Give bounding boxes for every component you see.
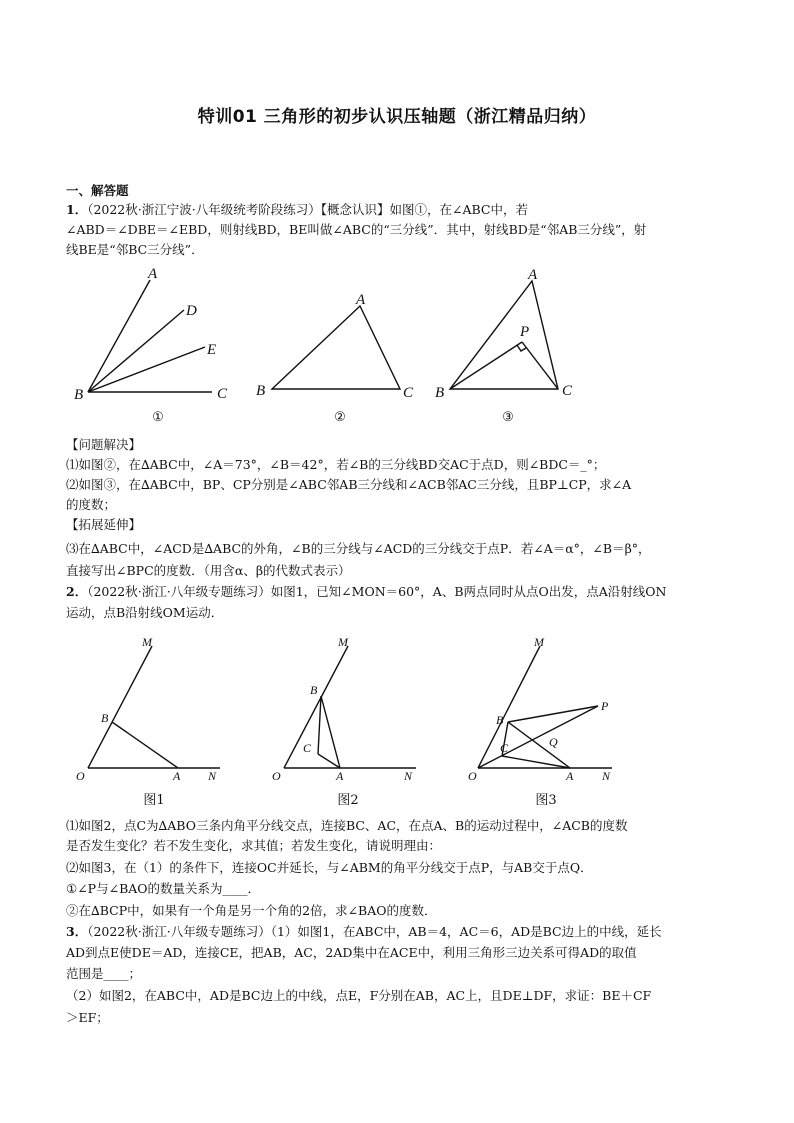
section-heading: 一、解答题 (66, 183, 129, 198)
q3-line4: （2）如图2，在ABC中，AD是BC边上的中线，点E，F分别在AB，AC上，且DE⊥DF，求证：BE＋CF (66, 988, 652, 1003)
q1-part1: ⑴如图②，在∆ABC中，∠A＝73°，∠B＝42°，若∠B的三分线BD交AC于点D，则∠BDC＝_°； (66, 457, 606, 472)
triangle-abc (450, 281, 558, 389)
triangle-abc (272, 306, 400, 389)
ray-om (478, 646, 540, 768)
q1-line2: ∠ABD＝∠DBE＝∠EBD，则射线BD，BE叫做∠ABC的“三分线”．其中，射线BD是“邻AB三分线”，射 (66, 222, 647, 237)
q1-line1: 【概念认识】如图①，在∠ABC中，若 (320, 202, 528, 217)
q3-line3: 范围是____； (66, 966, 142, 981)
q2-figures (60, 628, 740, 798)
label-m: M (142, 635, 152, 649)
q2-part2: ⑵如图3，在（1）的条件下，连接OC并延长，与∠ABM的角平分线交于点P，与AB交于点Q． (66, 860, 593, 875)
q3-source: （2022秋·浙江·八年级专题练习） (87, 924, 271, 939)
ray-ba (88, 280, 150, 392)
label-n: N (404, 769, 413, 783)
label-n: N (208, 769, 217, 783)
q1-part2-line1: ⑵如图③，在∆ABC中，BP、CP分别是∠ABC邻AB三分线和∠ACB邻AC三分线，且BP⊥CP，求∠A (66, 477, 632, 492)
q2-source: （2022秋·浙江·八年级专题练习） (87, 584, 271, 599)
q2-part2-sub1: ①∠P与∠BAO的数量关系为____． (66, 881, 261, 896)
q2-figure-2 (272, 635, 416, 783)
label-a: A (148, 266, 158, 282)
label-b: B (496, 713, 504, 727)
figure-label-2: 图2 (337, 793, 359, 808)
label-b: B (435, 385, 445, 401)
label-c: C (303, 741, 312, 755)
label-p: P (601, 699, 609, 713)
label-c: C (562, 383, 573, 399)
q1-figure-3 (435, 267, 573, 401)
q3-line2: AD到点E使DE＝AD，连接CE，把AB，AC，2AD集中在ACE中，利用三角形三边关系可得AD的取值 (66, 945, 637, 960)
ray-om (88, 646, 152, 768)
label-m: M (338, 635, 348, 649)
figure-label-1: 图1 (143, 793, 165, 808)
q1-intro-line (66, 201, 736, 219)
page-title: 特训01 三角形的初步认识压轴题（浙江精品归纳） (197, 107, 597, 127)
segment-ba (112, 722, 178, 768)
label-a: A (566, 769, 574, 783)
figure-label-2: ② (334, 410, 346, 425)
q3-number: 3． (66, 924, 88, 939)
q2-part1-line1: ⑴如图2，点C为∆ABO三条内角平分线交点，连接BC、AC，在点A、B的运动过程中，∠ACB的度数 (66, 818, 628, 833)
q2-line2: 运动，点B沿射线OM运动． (66, 605, 224, 620)
label-b: B (74, 387, 84, 403)
label-a: A (336, 769, 344, 783)
q3-line5: ＞EF； (66, 1010, 109, 1025)
q1-figure-1 (74, 266, 228, 403)
q2-line1: 如图1，已知∠MON＝60°，A、B两点同时从点O出发，点A沿射线ON (270, 584, 667, 599)
label-o: O (272, 769, 281, 783)
q2-intro-line (66, 583, 736, 601)
segment-bp (450, 342, 522, 389)
label-a: A (356, 292, 366, 308)
label-d: D (186, 303, 197, 319)
q2-figure-1 (76, 635, 220, 783)
label-c: C (500, 741, 509, 755)
figure-label-3: ③ (502, 410, 514, 425)
label-e: E (207, 342, 217, 358)
label-n: N (602, 769, 611, 783)
segment-bc (318, 696, 321, 754)
label-c: C (403, 385, 414, 401)
label-m: M (534, 635, 544, 649)
q1-part2-line2: 的度数； (66, 497, 117, 512)
ray-be (88, 347, 205, 392)
label-b: B (101, 711, 109, 725)
label-b: B (256, 383, 266, 399)
q2-part1-line2: 是否发生变化？若不发生变化，求其值；若发生变化，请说明理由： (66, 838, 442, 853)
q2-number: 2． (66, 584, 88, 599)
segment-ca (502, 756, 570, 768)
q3-line1: （1）如图1，在ABC中，AB＝4，AC＝6，AD是BC边上的中线，延长 (270, 924, 662, 939)
q1-part3-line1: ⑶在∆ABC中，∠ACD是∆ABC的外角，∠B的三分线与∠ACD的三分线交于点P．若∠A＝α°，∠B＝β°， (66, 541, 651, 556)
figure-label-1: ① (152, 410, 164, 425)
extend-heading: 【拓展延伸】 (66, 517, 142, 532)
segment-bp (508, 706, 598, 722)
label-a: A (173, 769, 181, 783)
label-p: P (520, 324, 530, 340)
label-o: O (76, 769, 85, 783)
label-o: O (468, 769, 477, 783)
label-c: C (217, 386, 228, 402)
q1-number: 1． (66, 202, 88, 217)
q2-part2-sub2: ②在∆BCP中，如果有一个角是另一个角的2倍，求∠BAO的度数． (66, 903, 437, 918)
q1-part3-line2: 直接写出∠BPC的度数．（用含α、β的代数式表示） (66, 563, 351, 578)
segment-ba (508, 722, 570, 768)
problem-heading: 【问题解决】 (66, 437, 142, 452)
q1-figures (60, 262, 740, 432)
figure-label-3: 图3 (535, 793, 557, 808)
q1-figure-2 (256, 292, 414, 401)
label-a: A (528, 267, 538, 283)
ray-om (284, 646, 348, 768)
q2-figure-3 (468, 635, 612, 783)
ray-bd (88, 310, 184, 392)
q3-intro-line (66, 923, 736, 941)
q1-line3: 线BE是“邻BC三分线”． (66, 242, 204, 257)
q1-source: （2022秋·浙江宁波·八年级统考阶段练习） (87, 202, 321, 217)
label-b: B (310, 683, 318, 697)
label-q: Q (549, 735, 558, 749)
